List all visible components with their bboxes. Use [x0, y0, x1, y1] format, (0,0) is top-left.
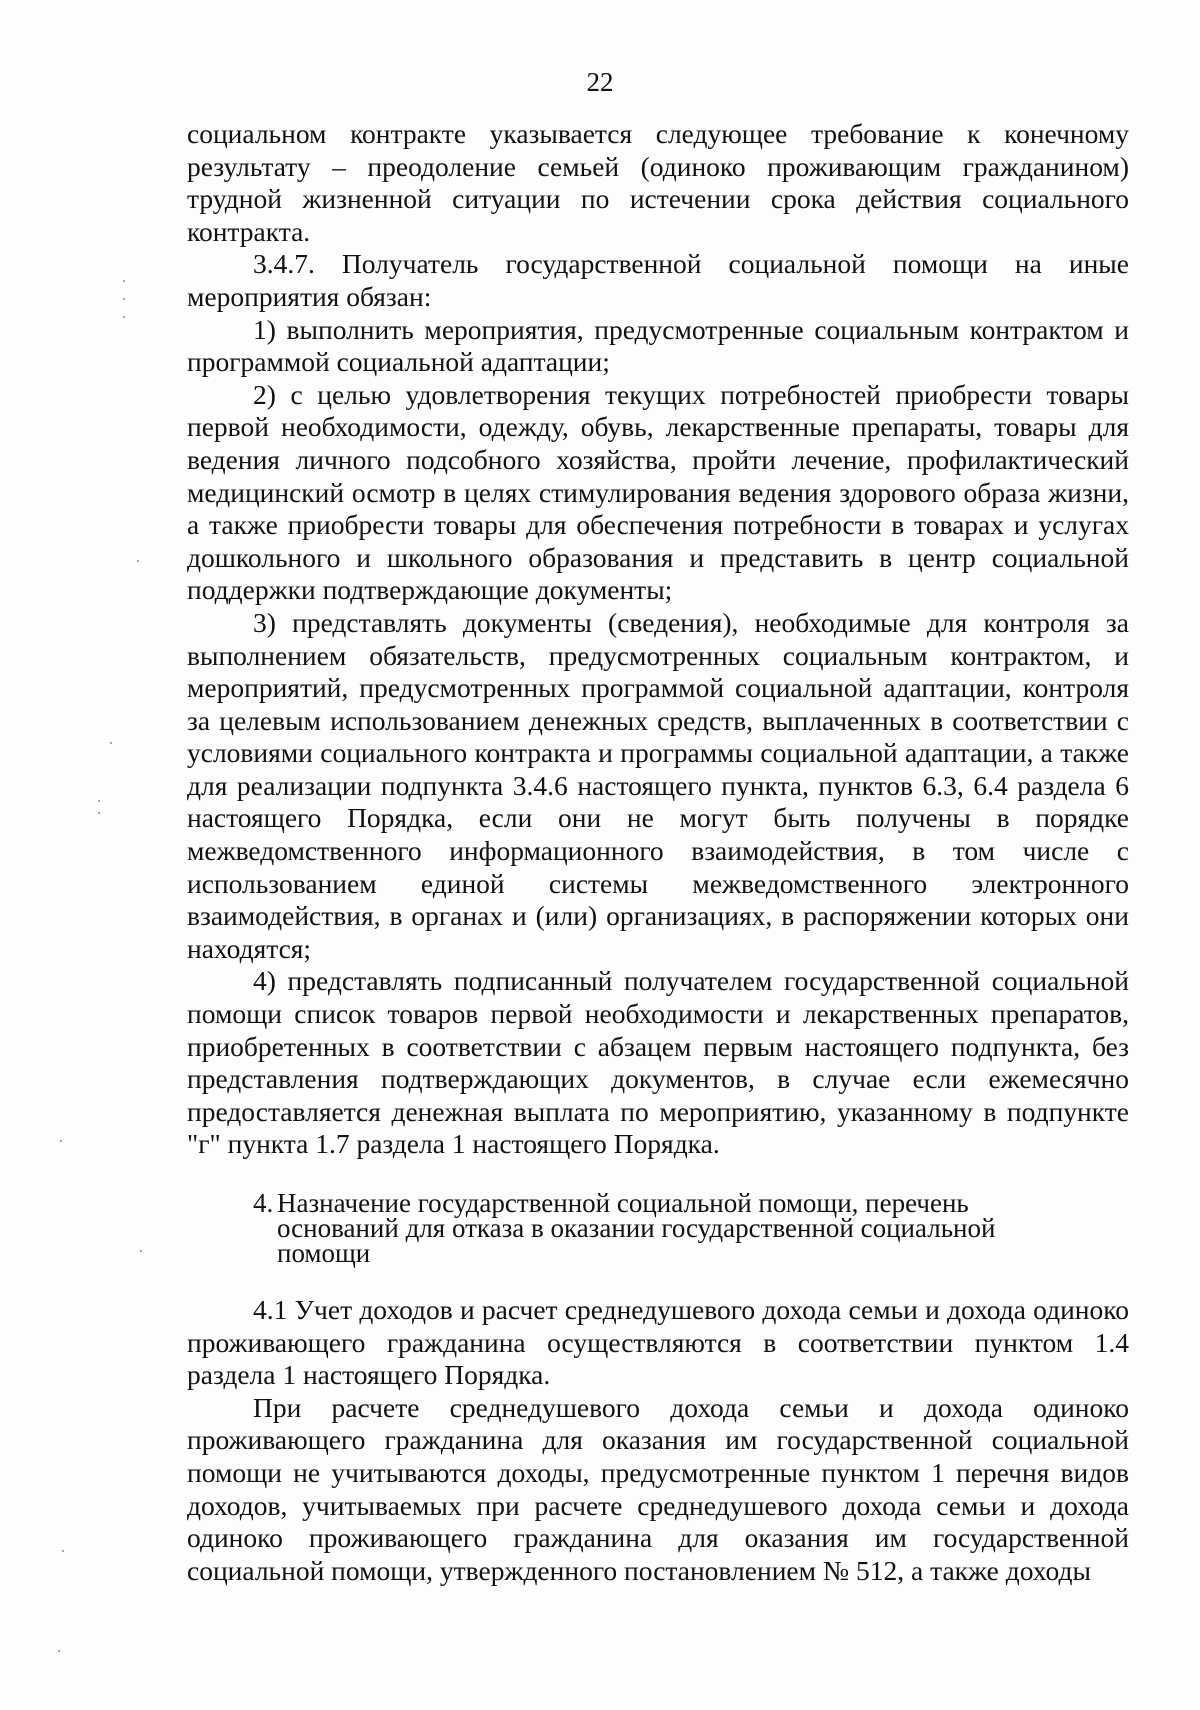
list-item-1: 1) выполнить мероприятия, предусмотренные социальным контрактом и программой социальной адаптации; — [187, 313, 1129, 378]
page-number: 22 — [586, 67, 614, 97]
section-heading-4 — [253, 1188, 1129, 1268]
scan-speck — [98, 800, 100, 802]
scan-speck — [123, 280, 125, 282]
scan-speck — [140, 1250, 142, 1252]
paragraph-contract-result: социальном контракте указывается следующее требование к конечному результату – преодоление семьей (одиноко проживающим гражданином) трудной жизненной ситуации по истечении срока действия социального контракта. — [187, 118, 1129, 247]
paragraph-3-4-7: 3.4.7. Получатель государственной социальной помощи на иные мероприятия обязан: — [187, 248, 1129, 312]
section-title: Назначение государственной социальной помощи, перечень оснований для отказа в оказании государственной социальной помощи — [277, 1188, 996, 1268]
scan-speck — [110, 742, 112, 744]
list-item-3: 3) представлять документы (сведения), необходимые для контроля за выполнением обязательств, предусмотренных социальным контрактом, и мероприятий, предусмотренных программой социальной адаптации, контроля за целевым использованием денежных средств, выплаченных в соответствии с условиями социального контракта и программы социальной адаптации, а также для реализации подпункта 3.4.6 настоящего пункта, пунктов 6.3, 6.4 раздела 6 настоящего Порядка, если они не могут быть получены в порядке межведомственного информационного взаимодействия, в том числе с использованием единой системы межведомственного электронного взаимодействия, в органах и (или) организациях, в распоряжении которых они находятся; — [187, 606, 1129, 964]
scan-speck — [58, 1650, 60, 1652]
document-body — [187, 118, 1129, 1587]
list-item-2: 2) с целью удовлетворения текущих потребностей приобрести товары первой необходимости, одежду, обувь, лекарственные препараты, товары для ведения личного подсобного хозяйства, пройти лечение, профилактический медицинский осмотр в целях стимулирования ведения здорового образа жизни, а также приобрести товары для обеспечения потребности в товарах и услугах дошкольного и школьного образования и представить в центр социальной поддержки подтверждающие документы; — [187, 378, 1129, 606]
scan-speck — [60, 1140, 62, 1142]
scan-speck — [98, 812, 100, 814]
paragraph-4-1: 4.1 Учет доходов и расчет среднедушевого дохода семьи и дохода одиноко проживающего гражданина осуществляются в соответствии пунктом 1.4 раздела 1 настоящего Порядка. — [187, 1294, 1129, 1391]
scan-speck — [123, 298, 125, 300]
section-number: 4. — [253, 1188, 274, 1218]
list-item-4: 4) представлять подписанный получателем государственной социальной помощи список товаров первой необходимости и лекарственных препаратов, приобретенных в соответствии с абзацем первым настоящего подпункта, без представления подтверждающих документов, в случае если ежемесячно предоставляется денежная выплата по мероприятию, указанному в подпункте "г" пункта 1.7 раздела 1 настоящего Порядка. — [187, 965, 1129, 1160]
scan-speck — [137, 560, 139, 562]
scan-speck — [62, 1550, 64, 1552]
scan-speck — [123, 316, 125, 318]
paragraph-income-calculation: При расчете среднедушевого дохода семьи и дохода одиноко проживающего гражданина для оказания им государственной социальной помощи не учитываются доходы, предусмотренные пунктом 1 перечня видов доходов, учитываемых при расчете среднедушевого дохода семьи и дохода одиноко проживающего гражданина для оказания им государственной социальной помощи, утвержденного постановлением № 512, а также доходы — [187, 1391, 1129, 1586]
